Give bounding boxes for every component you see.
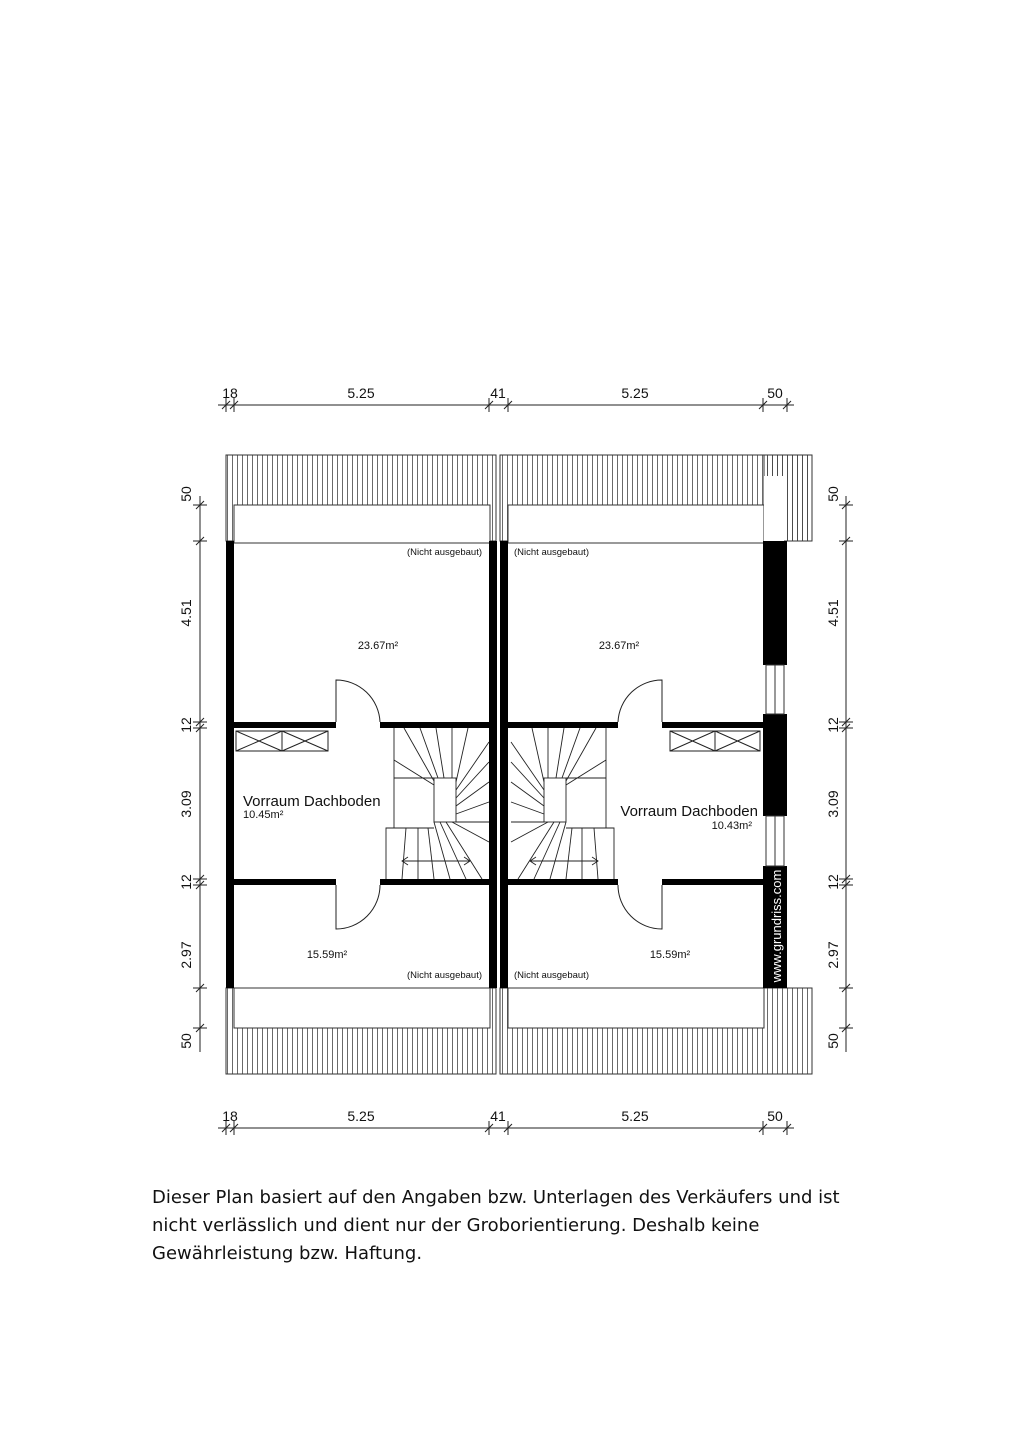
disclaimer-text: Dieser Plan basiert auf den Angaben bzw. Unterlagen des Verkäufers und ist nicht verlässlich und dient nur der Groborientierung. Deshalb keine Gewährleistung bzw. Haftung. [152,1187,840,1264]
dim-bottom-label: 41 [490,1108,506,1124]
walls [226,541,787,988]
dimension-labels-right [825,486,841,1049]
dim-top-label: 50 [767,385,783,401]
room-area-right-top: 23.67m² [598,640,640,652]
dim-left-label: 2.97 [178,941,194,969]
room-name-left-middle: Vorraum Dachboden [243,793,381,810]
staircase-left [386,728,489,879]
dim-right-label: 12 [825,874,841,890]
dim-left-label: 50 [178,486,194,502]
dim-left-label: 12 [178,874,194,890]
dim-right-label: 50 [825,1033,841,1049]
dim-left-label: 4.51 [178,599,194,627]
room-area-left-middle: 10.45m² [243,809,284,821]
room-note-left-top: (Nicht ausgebaut) [407,547,482,558]
room-note-right-top: (Nicht ausgebaut) [514,547,589,558]
dimension-labels-bottom [222,1108,783,1124]
room-area-right-middle: 10.43m² [711,820,752,832]
dim-right-label: 12 [825,717,841,733]
dim-top-label: 5.25 [347,385,375,401]
dim-left-label: 12 [178,717,194,733]
room-note-left-bottom: (Nicht ausgebaut) [407,970,482,981]
room-note-right-bottom: (Nicht ausgebaut) [514,970,589,981]
dimension-labels-left [178,486,194,1049]
dim-bottom-label: 18 [222,1108,238,1124]
dim-right-label: 4.51 [825,599,841,627]
staircase-right [511,728,614,879]
room-area-right-bottom: 15.59m² [649,949,691,961]
dim-right-label: 3.09 [825,790,841,818]
room-name-right-middle: Vorraum Dachboden [620,803,758,820]
dim-bottom-label: 5.25 [621,1108,649,1124]
dim-top-label: 41 [490,385,506,401]
dim-right-label: 50 [825,486,841,502]
dim-bottom-label: 50 [767,1108,783,1124]
dim-top-label: 18 [222,385,238,401]
dim-left-label: 3.09 [178,790,194,818]
dim-top-label: 5.25 [621,385,649,401]
doors [336,680,662,929]
dimension-labels-top [222,385,783,401]
room-area-left-bottom: 15.59m² [306,949,348,961]
dim-right-label: 2.97 [825,941,841,969]
watermark: www.grundriss.com [769,869,784,983]
dim-left-label: 50 [178,1033,194,1049]
cabinets [236,731,760,751]
room-area-left-top: 23.67m² [357,640,399,652]
dim-bottom-label: 5.25 [347,1108,375,1124]
